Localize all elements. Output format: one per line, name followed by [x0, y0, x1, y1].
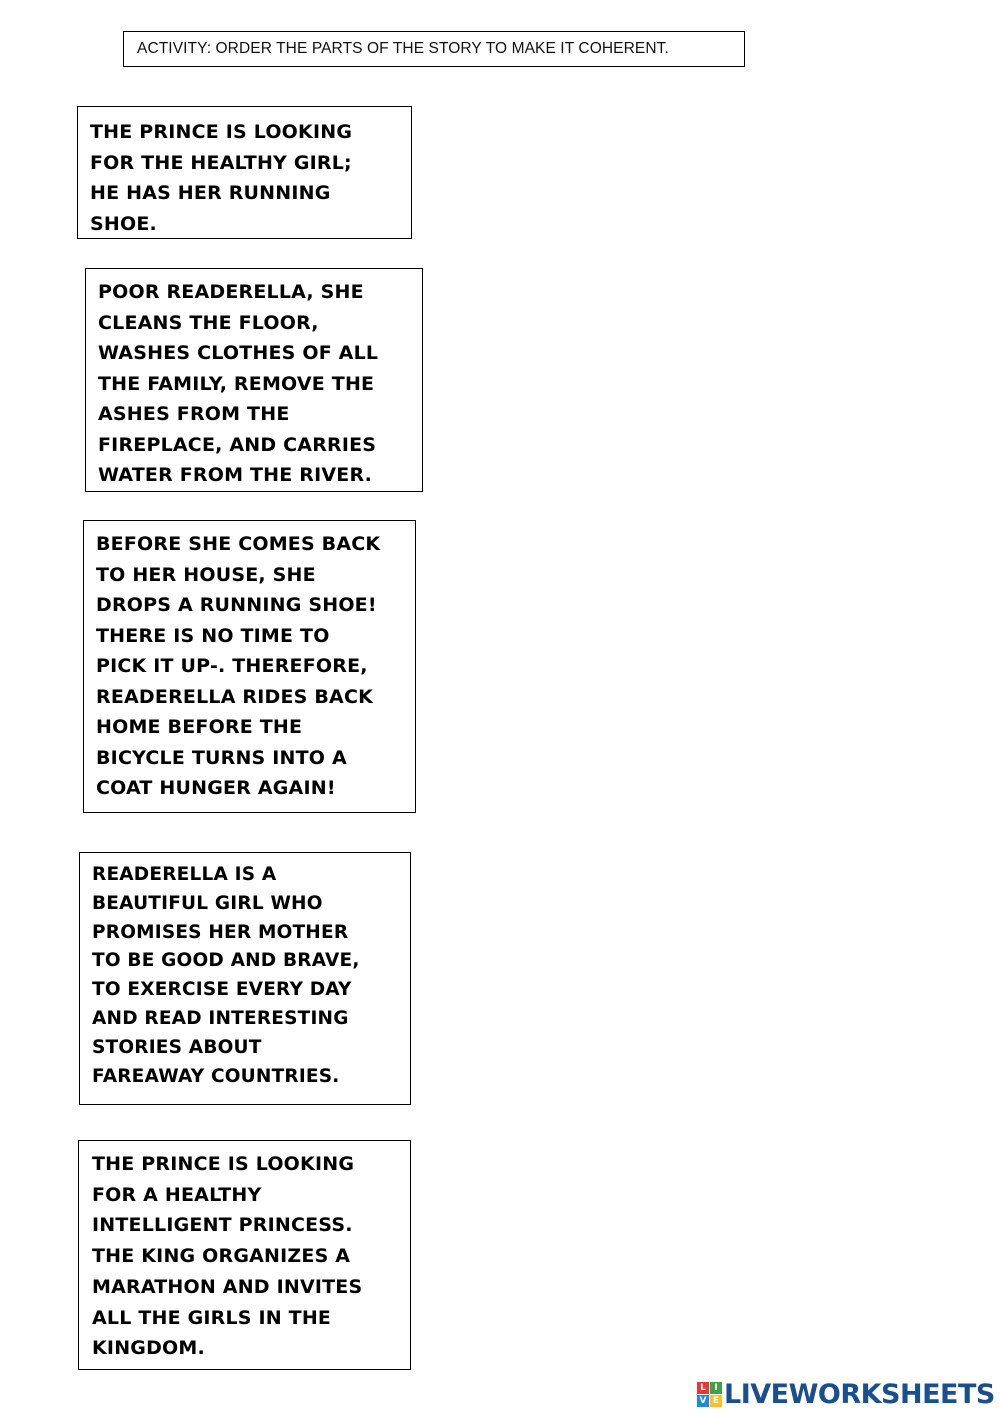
story-card-text: BEFORE SHE COMES BACK TO HER HOUSE, SHE DROPS A RUNNING SHOE! THERE IS NO TIME TO PICK IT UP-. THEREFORE, READERELLA RIDES BACK HOME BEFORE THE BICYCLE TURNS INTO A COAT HUNGER AGAIN!	[96, 533, 381, 799]
story-card-4[interactable]	[79, 852, 411, 1105]
story-card-1[interactable]	[77, 106, 412, 239]
liveworksheets-logo[interactable]	[697, 1376, 995, 1412]
story-card-text: POOR READERELLA, SHE CLEANS THE FLOOR, WASHES CLOTHES OF ALL THE FAMILY, REMOVE THE ASHES FROM THE FIREPLACE, AND CARRIES WATER FROM THE RIVER.	[98, 281, 379, 486]
liveworksheets-wordmark: LIVEWORKSHEETS	[724, 1378, 995, 1410]
story-card-text: THE PRINCE IS LOOKING FOR A HEALTHY INTELLIGENT PRINCESS. THE KING ORGANIZES A MARATHON AND INVITES ALL THE GIRLS IN THE KINGDOM.	[92, 1153, 363, 1360]
story-card-3[interactable]	[83, 520, 416, 813]
activity-instruction: ACTIVITY: ORDER THE PARTS OF THE STORY TO MAKE IT COHERENT.	[123, 31, 745, 67]
logo-letter-i: I	[710, 1382, 722, 1394]
logo-letter-v: V	[697, 1395, 709, 1407]
logo-letter-e: E	[710, 1395, 722, 1407]
story-card-5[interactable]	[78, 1140, 411, 1370]
logo-letter-l: L	[697, 1382, 709, 1394]
story-card-text: READERELLA IS A BEAUTIFUL GIRL WHO PROMISES HER MOTHER TO BE GOOD AND BRAVE, TO EXERCISE EVERY DAY AND READ INTERESTING STORIES ABOUT FAREAWAY COUNTRIES.	[92, 864, 360, 1087]
story-card-text: THE PRINCE IS LOOKING FOR THE HEALTHY GIRL; HE HAS HER RUNNING SHOE.	[90, 121, 353, 235]
liveworksheets-logo-icon	[697, 1382, 722, 1407]
story-card-2[interactable]	[85, 268, 423, 492]
